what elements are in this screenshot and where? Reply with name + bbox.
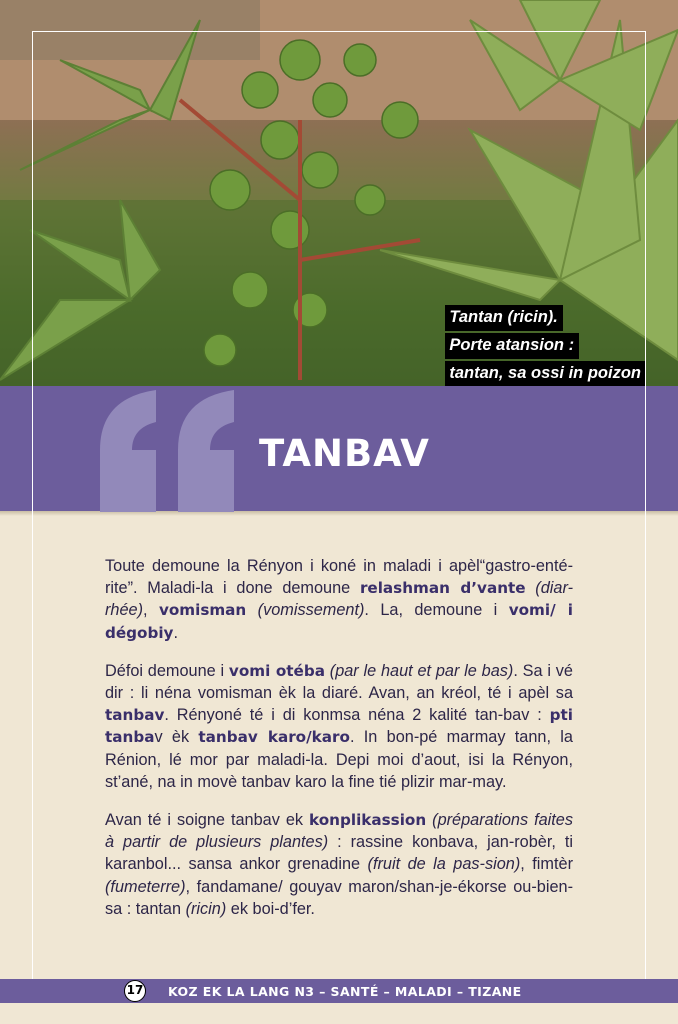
text-run: v èk — [154, 728, 199, 747]
text-run: . La, demoune i — [364, 601, 509, 620]
paragraph-2 — [105, 660, 573, 793]
bold-term: tanbav karo/karo — [198, 728, 350, 747]
paragraph-1 — [105, 555, 573, 644]
text-run: , fimtèr — [520, 855, 573, 874]
italic-gloss: (fruit de la pas-sion) — [367, 855, 521, 874]
text-run: . In bon-pé marmay tann, la Rénion, lé mor par maladi-la. Depi moi d’aout, isi la Rényon, st’ané, na in movè tanbav karo la fine tié plizir mar-may. — [105, 728, 573, 791]
bold-term: vomisman — [158, 601, 247, 620]
caption-line: Porte atansion : — [445, 333, 579, 359]
text-run: . — [173, 623, 178, 642]
bold-term: pti tanba — [105, 706, 573, 747]
italic-gloss: (diar-rhée) — [105, 579, 573, 620]
page-title: TANBAV — [259, 432, 430, 475]
page-number: 17 — [124, 980, 146, 1002]
bold-term: relashman d’vante — [359, 579, 526, 598]
bold-term: tanbav — [105, 706, 165, 725]
italic-gloss: (vomissement) — [246, 601, 365, 620]
text-run: . Sa i vé dir : li néna vomisman èk la diaré. Avan, an kréol, té i apèl sa — [105, 661, 573, 703]
text-run: . Rényoné té i di konmsa néna 2 kalité tan-bav : — [164, 706, 550, 725]
text-run: , fandamane/ gouyav maron/shan-je-ékorse ou-bien-sa : tantan — [105, 877, 573, 918]
bold-term: konplikassion — [309, 811, 427, 830]
paragraph-3 — [105, 809, 573, 920]
text-run: Toute demoune la Rényon i koné in maladi i apèl“gastro-enté-rite”. Maladi-la i done demoune — [105, 557, 573, 598]
caption-line: Tantan (ricin). — [445, 305, 562, 331]
text-run: ek boi-d’fer. — [226, 899, 315, 918]
text-run: Défoi demoune i — [105, 661, 229, 680]
italic-gloss: (ricin) — [185, 899, 227, 918]
text-run: , — [143, 601, 159, 620]
bold-term: vomi/ i dégobiy — [105, 601, 573, 642]
italic-gloss: (préparations faites à partir de plusieurs plantes) — [105, 811, 573, 852]
open-quote-icon — [98, 388, 240, 512]
bold-term: vomi otéba — [228, 661, 325, 680]
text-run: Avan té i soigne tanbav ek — [105, 811, 310, 830]
text-run: : rassine konbava, jan-robèr, ti karanbol... sansa ankor grenadine — [105, 833, 573, 874]
photo-caption — [445, 305, 646, 389]
italic-gloss: (par le haut et par le bas) — [324, 661, 514, 680]
running-title: KOZ EK LA LANG N3 – SANTÉ – MALADI – TIZANE — [168, 984, 522, 999]
article-body — [105, 555, 573, 936]
italic-gloss: (fumeterre) — [105, 877, 186, 896]
caption-line: tantan, sa ossi in poizon — [445, 361, 646, 387]
